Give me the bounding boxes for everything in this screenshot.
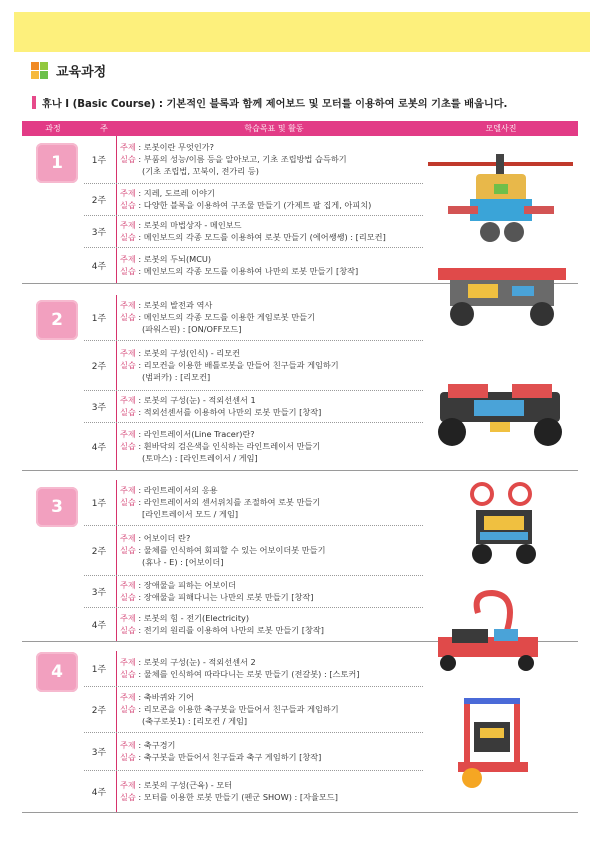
topic-text: : 로봇의 구성(근육) - 모터	[135, 780, 233, 790]
topic-text: : 로봇의 두뇌(MCU)	[135, 254, 212, 264]
topic-line	[120, 656, 359, 668]
practice-text: : 전기의 원리를 이용하여 나만의 로봇 만들기 [창작]	[135, 625, 324, 635]
activity-cell	[116, 216, 386, 247]
robot-soccer-photo	[450, 692, 540, 792]
topic-text: : 로봇의 구성(눈) - 적외선센서 1	[135, 395, 256, 405]
activity-cell	[116, 136, 347, 183]
topic-label: 주제	[120, 580, 136, 590]
topic-text: : 어보이더 란?	[135, 533, 191, 543]
practice-text: : 라인트레이서의 센서위치를 조절하여 로봇 만들기	[135, 497, 321, 507]
activity-cell	[116, 526, 326, 575]
practice-label: 실습	[120, 792, 136, 802]
robot-scorpion-photo	[432, 585, 552, 675]
practice-line	[120, 359, 339, 371]
header-photo: 모델사진	[485, 124, 517, 133]
robot-line-tracer-photo	[430, 372, 570, 457]
practice-line	[120, 440, 320, 452]
table-row	[84, 733, 423, 771]
topic-line	[120, 612, 324, 624]
topic-label: 주제	[120, 188, 136, 198]
practice-text: : 메인보드의 각종 모드를 이용하여 나만의 로봇 만들기 [창작]	[135, 266, 359, 276]
topic-text: : 로봇의 구성(눈) - 적외선센서 2	[135, 657, 256, 667]
subtitle-marker	[32, 96, 36, 109]
practice-text: : 모터를 이용한 로봇 만들기 (펜군 SHOW) : [자율모드]	[135, 792, 338, 802]
table-row	[84, 391, 423, 423]
practice-label: 실습	[120, 592, 136, 602]
topic-line	[120, 219, 386, 231]
week-label: 4주	[91, 621, 107, 631]
activity-cell	[116, 733, 321, 770]
week-label: 3주	[91, 588, 107, 598]
topic-line	[120, 299, 315, 311]
activity-cell	[116, 651, 359, 686]
topic-line	[120, 484, 320, 496]
table-row	[84, 651, 423, 687]
topic-text: : 축바퀴와 기어	[135, 692, 194, 702]
practice-text: : 리모컨을 이용한 배틀로봇을 만들어 친구들과 게임하기	[135, 360, 339, 370]
practice-text: : 리모콘을 이용한 축구봇을 만들어서 친구들과 게임하기	[135, 704, 339, 714]
practice-text: : 적외선센서를 이용하여 나만의 로봇 만들기 [창작]	[135, 407, 322, 417]
practice-label: 실습	[120, 312, 136, 322]
header-goals: 학습목표 및 활동	[244, 124, 304, 133]
robot-helicopter-photo	[428, 144, 573, 249]
practice-line	[120, 751, 321, 763]
practice-text: : 축구봇을 만들어서 친구들과 축구 게임하기 [창작]	[135, 752, 322, 762]
practice-label: 실습	[120, 266, 136, 276]
photo-divider	[423, 470, 578, 471]
course-subtitle-text: 휴나 Ⅰ (Basic Course) : 기본적인 블록과 함께 제어보드 및 모터를 이용하여 로봇의 기초를 배웁니다.	[42, 98, 508, 110]
table-row	[84, 576, 423, 608]
topic-text: : 라인트레이서(Line Tracer)란?	[135, 429, 255, 439]
activity-cell	[116, 248, 358, 283]
activity-cell	[116, 391, 321, 422]
header-course: 과정	[45, 124, 61, 133]
practice-line	[120, 544, 326, 556]
table-row	[84, 248, 423, 284]
activity-cell	[116, 423, 320, 470]
topic-label: 주제	[120, 485, 136, 495]
stage-number-badge: 1	[36, 143, 78, 183]
topic-text: : 라인트레이서의 응용	[135, 485, 218, 495]
stage-number-badge: 4	[36, 652, 78, 692]
topic-label: 주제	[120, 220, 136, 230]
table-row	[84, 136, 423, 184]
activity-cell	[116, 576, 313, 607]
practice-line	[120, 591, 313, 603]
grid-squares-icon	[31, 62, 48, 79]
topic-label: 주제	[120, 254, 136, 264]
practice-label: 실습	[120, 497, 136, 507]
table-row	[84, 687, 423, 733]
practice-line	[120, 496, 320, 508]
practice-detail: (범퍼카) : [리모컨]	[142, 372, 211, 382]
week-label: 3주	[91, 403, 107, 413]
week-label: 1주	[91, 665, 107, 675]
practice-label: 실습	[120, 232, 136, 242]
practice-label: 실습	[120, 360, 136, 370]
table-row	[84, 341, 423, 391]
topic-label: 주제	[120, 395, 136, 405]
topic-line	[120, 739, 321, 751]
practice-line	[120, 703, 339, 715]
section-title-text: 교육과정	[56, 64, 107, 80]
week-label: 2주	[91, 706, 107, 716]
practice-label: 실습	[120, 200, 136, 210]
week-label: 2주	[91, 547, 107, 557]
topic-line	[120, 579, 313, 591]
top-banner	[14, 12, 590, 52]
practice-label: 실습	[120, 407, 136, 417]
topic-label: 주제	[120, 300, 136, 310]
topic-label: 주제	[120, 613, 136, 623]
table-header	[22, 121, 578, 136]
topic-line	[120, 187, 371, 199]
activity-cell	[116, 295, 315, 340]
week-label: 4주	[91, 262, 107, 272]
practice-line	[120, 153, 347, 165]
practice-text: : 메인보드의 각종 모드를 이용한 게임로봇 만들기	[135, 312, 315, 322]
topic-text: : 장애물을 피하는 어보이더	[135, 580, 236, 590]
topic-label: 주제	[120, 692, 136, 702]
activity-cell	[116, 341, 339, 390]
table-row	[84, 608, 423, 642]
topic-text: : 로봇의 구성(인식) - 리모컨	[135, 348, 241, 358]
topic-text: : 로봇의 발전과 역사	[135, 300, 213, 310]
practice-text: : 물체를 인식하여 따라다니는 로봇 만들기 (전갈봇) : [스토커]	[135, 669, 360, 679]
practice-text: : 다양한 블록을 이용하여 구조물 만들기 (가제트 팔 집게, 아피치)	[135, 200, 372, 210]
topic-line	[120, 691, 339, 703]
practice-line	[120, 624, 324, 636]
topic-label: 주제	[120, 533, 136, 543]
topic-line	[120, 253, 358, 265]
topic-line	[120, 428, 320, 440]
table-row	[84, 480, 423, 526]
week-label: 1주	[91, 499, 107, 509]
topic-label: 주제	[120, 657, 136, 667]
table-row	[84, 526, 423, 576]
table-row	[84, 771, 423, 813]
topic-text: : 로봇이란 무엇인가?	[135, 142, 215, 152]
practice-label: 실습	[120, 704, 136, 714]
practice-detail: (휴나 - E) : [어보이더]	[142, 557, 224, 567]
topic-label: 주제	[120, 740, 136, 750]
activity-cell	[116, 480, 320, 525]
topic-label: 주제	[120, 348, 136, 358]
table-row	[84, 184, 423, 216]
header-week: 주	[100, 124, 108, 133]
practice-label: 실습	[120, 441, 136, 451]
topic-line	[120, 779, 338, 791]
practice-line	[120, 199, 371, 211]
topic-line	[120, 532, 326, 544]
week-label: 1주	[91, 156, 107, 166]
photo-divider	[423, 812, 578, 813]
week-label: 3주	[91, 228, 107, 238]
practice-line	[120, 265, 358, 277]
topic-text: : 로봇의 힘 - 전기(Electricity)	[135, 613, 250, 623]
robot-remote-car-photo	[432, 262, 572, 332]
practice-line	[120, 406, 321, 418]
practice-text: : 흰바닥의 검은색을 인식하는 라인트레이서 만들기	[135, 441, 321, 451]
practice-detail: (축구로봇1) : [리모컨 / 게임]	[142, 716, 248, 726]
activity-cell	[116, 184, 371, 215]
practice-text: : 장애물을 피해다니는 나만의 로봇 만들기 [창작]	[135, 592, 314, 602]
topic-line	[120, 141, 347, 153]
section-title	[31, 60, 106, 80]
stage-number-badge: 3	[36, 487, 78, 527]
course-subtitle	[32, 93, 507, 111]
topic-label: 주제	[120, 780, 136, 790]
topic-text: : 축구경기	[135, 740, 176, 750]
topic-line	[120, 347, 339, 359]
practice-line	[120, 791, 338, 803]
practice-label: 실습	[120, 545, 136, 555]
table-row	[84, 216, 423, 248]
topic-line	[120, 394, 321, 406]
practice-line	[120, 668, 359, 680]
practice-detail: (파워스핀) : [ON/OFF모드]	[142, 324, 242, 334]
week-label: 1주	[91, 314, 107, 324]
topic-text: : 지레, 도르레 이야기	[135, 188, 215, 198]
robot-avoider-photo	[462, 480, 547, 570]
practice-text: : 부품의 성능/이름 등을 알아보고, 기초 조립방법 습득하기	[135, 154, 347, 164]
table-row	[84, 295, 423, 341]
practice-label: 실습	[120, 154, 136, 164]
topic-label: 주제	[120, 142, 136, 152]
activity-cell	[116, 771, 338, 812]
practice-detail: [라인트레이서 모드 / 게임]	[142, 509, 239, 519]
topic-label: 주제	[120, 429, 136, 439]
topic-text: : 로봇의 마법상자 - 메인보드	[135, 220, 242, 230]
practice-detail: (기초 조립법, 꼬북이, 전가리 등)	[142, 166, 259, 176]
practice-line	[120, 311, 315, 323]
practice-text: : 메인보드의 각종 모드를 이용하여 로봇 만들기 (에어쌩쌩) : [리모컨]	[135, 232, 386, 242]
practice-text: : 물체를 인식하여 회피할 수 있는 어보이더봇 만들기	[135, 545, 326, 555]
week-label: 2주	[91, 196, 107, 206]
practice-detail: (토마스) : [라인트레이서 / 게임]	[142, 453, 258, 463]
practice-label: 실습	[120, 752, 136, 762]
practice-line	[120, 231, 386, 243]
activity-cell	[116, 687, 339, 732]
practice-label: 실습	[120, 669, 136, 679]
table-row	[84, 423, 423, 471]
activity-cell	[116, 608, 324, 641]
practice-label: 실습	[120, 625, 136, 635]
week-label: 4주	[91, 788, 107, 798]
week-label: 3주	[91, 748, 107, 758]
week-label: 4주	[91, 443, 107, 453]
stage-number-badge: 2	[36, 300, 78, 340]
week-label: 2주	[91, 362, 107, 372]
